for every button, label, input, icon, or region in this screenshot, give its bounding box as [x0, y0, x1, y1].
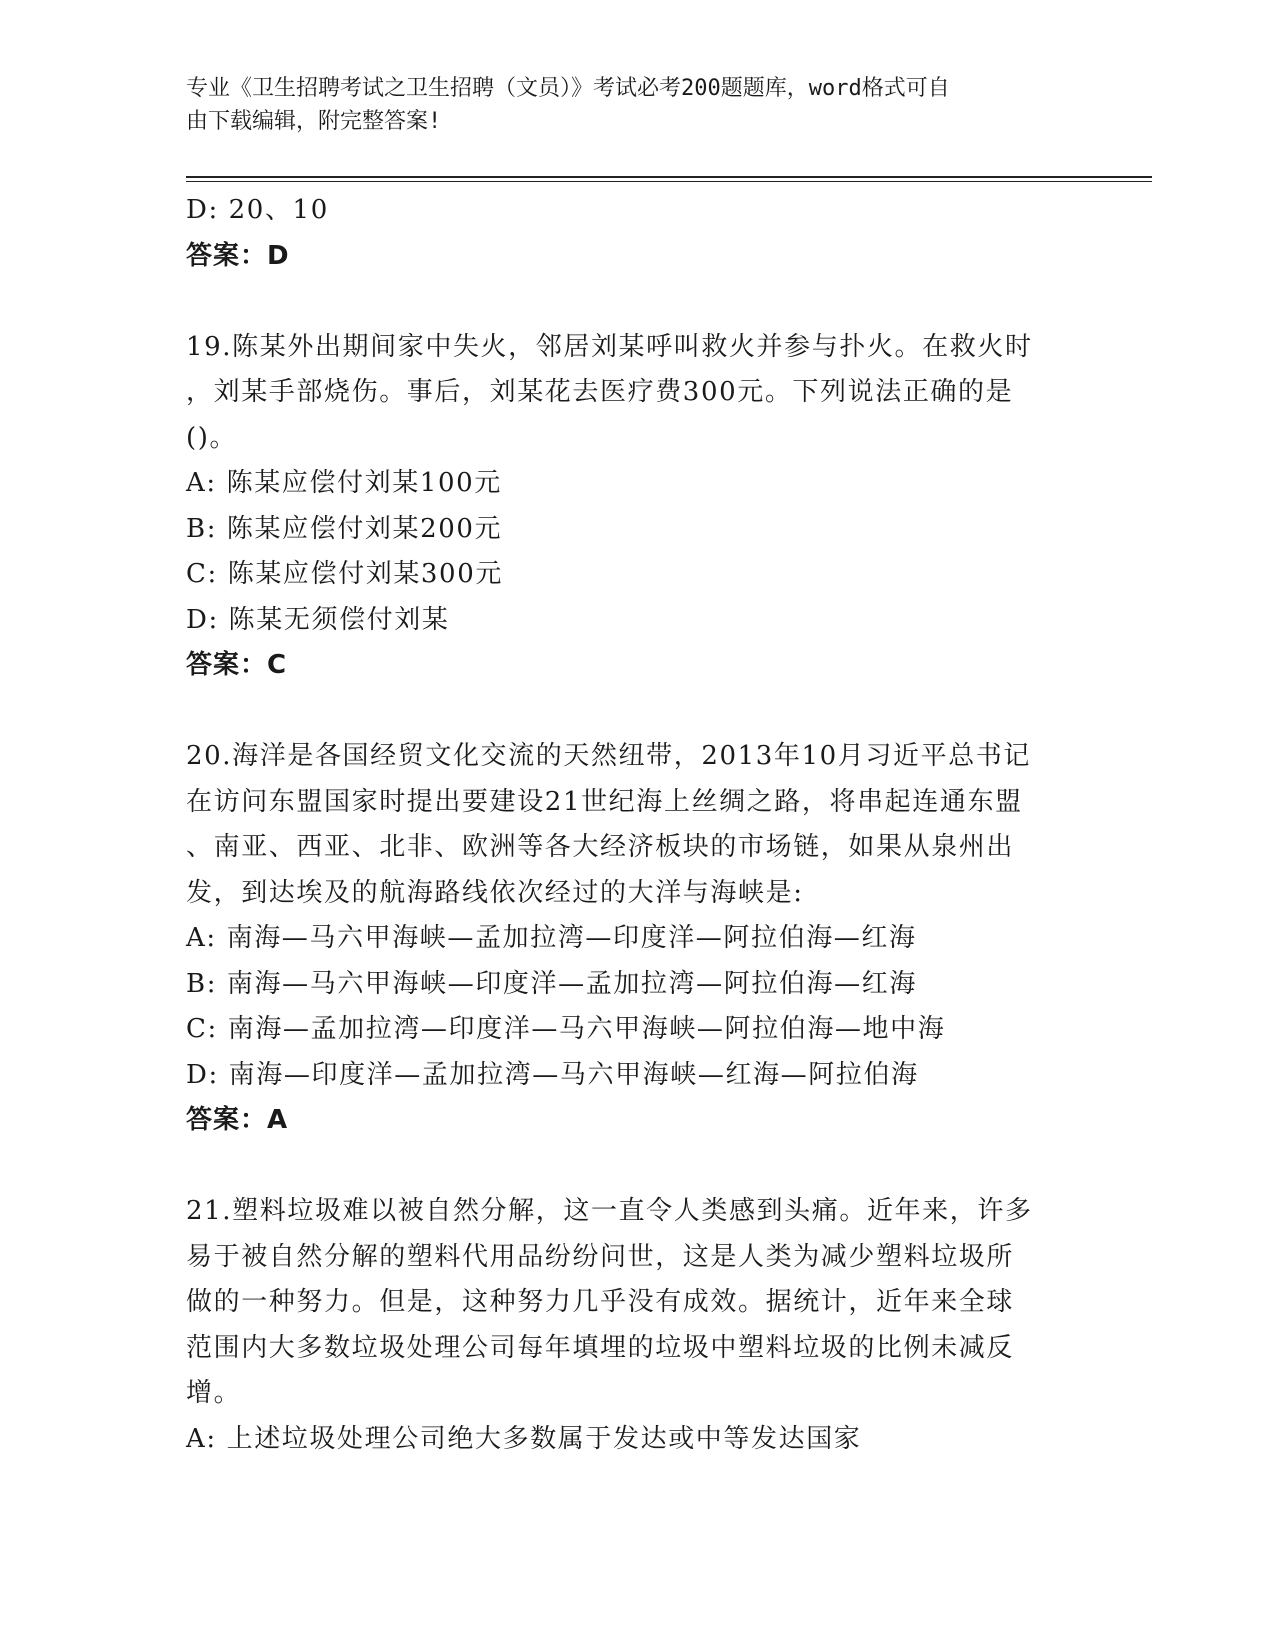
option-a: A: 南海—马六甲海峡—孟加拉湾—印度洋—阿拉伯海—红海	[186, 923, 917, 953]
header-line-1: 专业《卫生招聘考试之卫生招聘（文员）》考试必考200题题库，word格式可自	[186, 76, 950, 101]
option-a: A: 上述垃圾处理公司绝大多数属于发达或中等发达国家	[186, 1423, 862, 1454]
question-stem-line: 、南亚、西亚、北非、欧洲等各大经济板块的市场链，如果从泉州出	[186, 832, 1015, 862]
spacer	[186, 279, 1126, 325]
option-a: A: 陈某应偿付刘某100元	[186, 468, 502, 498]
header-line-2: 由下载编辑，附完整答案!	[186, 109, 442, 134]
question-stem-line: 做的一种努力。但是，这种努力几乎没有成效。据统计，近年来全球	[186, 1287, 1015, 1317]
option-d: D: 陈某无须偿付刘某	[186, 604, 450, 635]
question-stem-line: ，刘某手部烧伤。事后，刘某花去医疗费300元。下列说法正确的是	[186, 377, 1014, 407]
header-divider-thick	[186, 176, 1152, 178]
document-body	[186, 188, 1126, 1462]
question-stem-line: 易于被自然分解的塑料代用品纷纷问世，这是人类为减少塑料垃圾所	[186, 1241, 1015, 1272]
question-stem-line: 19.陈某外出期间家中失火，邻居刘某呼叫救火并参与扑火。在救火时	[186, 331, 1033, 362]
question-stem-line: 发，到达埃及的航海路线依次经过的大洋与海峡是:	[186, 877, 804, 908]
question-19	[186, 325, 1126, 689]
question-21	[186, 1189, 1126, 1462]
option-c: C: 陈某应偿付刘某300元	[186, 559, 503, 589]
document-header	[186, 72, 1086, 138]
question-stem-line: 在访问东盟国家时提出要建设21世纪海上丝绸之路，将串起连通东盟	[186, 786, 1023, 817]
question-stem-line: 范围内大多数垃圾处理公司每年填埋的垃圾中塑料垃圾的比例未减反	[186, 1332, 1015, 1363]
question-stem-line: ()。	[186, 422, 238, 453]
option-b: B: 南海—马六甲海峡—印度洋—孟加拉湾—阿拉伯海—红海	[186, 968, 917, 999]
question-stem-line: 21.塑料垃圾难以被自然分解，这一直令人类感到头痛。近年来，许多	[186, 1196, 1033, 1226]
option-c: C: 南海—孟加拉湾—印度洋—马六甲海峡—阿拉伯海—地中海	[186, 1014, 946, 1044]
question-20	[186, 734, 1126, 1144]
option-b: B: 陈某应偿付刘某200元	[186, 513, 503, 544]
question-stem-line: 20.海洋是各国经贸文化交流的天然纽带，2013年10月习近平总书记	[186, 741, 1032, 771]
option-d: D: 南海—印度洋—孟加拉湾—马六甲海峡—红海—阿拉伯海	[186, 1059, 919, 1090]
prev-answer: 答案：D	[186, 240, 290, 271]
spacer	[186, 689, 1126, 735]
prev-option-d: D: 20、10	[186, 195, 329, 225]
spacer	[186, 1144, 1126, 1190]
header-divider-thin	[186, 181, 1152, 182]
answer: 答案：C	[186, 650, 288, 680]
answer: 答案：A	[186, 1105, 289, 1135]
question-stem-line: 增。	[186, 1378, 242, 1408]
